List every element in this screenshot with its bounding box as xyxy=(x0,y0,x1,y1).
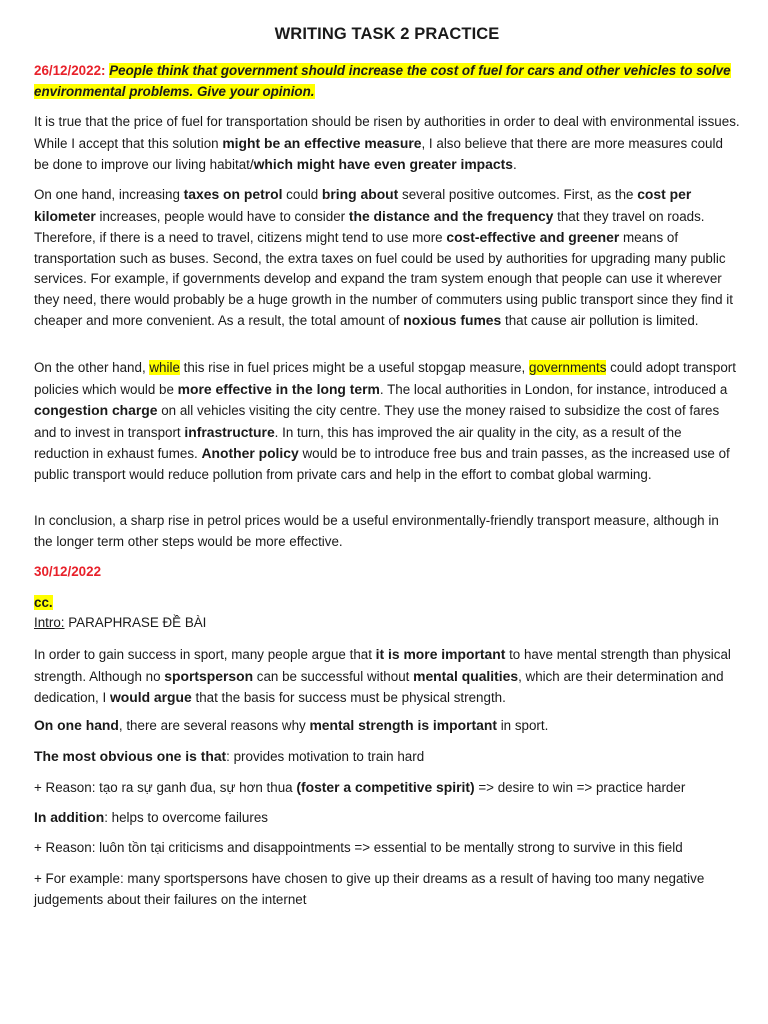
text-run: : helps to overcome failures xyxy=(104,810,268,825)
text-run: means of transportation such as buses. Second, the extra taxes on fuel could be used by authorities for upgrading many public services. For example, if governments develop and expand the tram system enough that people can use it wherever they need, there would probably be a huge growth in the number of commuters using public transport since they find it cheaper and more convenient. As a result, the total amount of xyxy=(34,230,733,328)
text-run: : provides motivation to train hard xyxy=(226,749,425,764)
text-run: that cause air pollution is limited. xyxy=(501,313,699,328)
bold-phrase: (foster a competitive spirit) xyxy=(296,779,475,795)
text-run: . In turn, this has improved the air quality in the city, as a result of the reduction in exhaust fumes. xyxy=(34,424,682,461)
task1-conclusion-paragraph: In conclusion, a sharp rise in petrol prices would be a useful environmentally-friendly transport measure, although in the longer term other steps would be more effective. xyxy=(34,513,719,549)
outline-line-2 xyxy=(34,746,740,768)
text-run: increases, people would have to consider xyxy=(95,208,349,224)
text-run: in sport. xyxy=(496,718,549,733)
task2-date: 30/12/2022 xyxy=(34,564,102,579)
bold-phrase: infrastructure xyxy=(184,423,275,440)
text-run: would be to introduce free bus and train passes, as the increased use of public transport would reduce pollution from private cars and help in the effort to combat global warming. xyxy=(34,446,730,482)
outline-line-4 xyxy=(34,807,740,829)
intro-label: Intro: xyxy=(34,615,65,630)
cc-highlight: cc. xyxy=(34,595,53,610)
text-run: In order to gain success in sport, many people argue that xyxy=(34,647,376,662)
text-run: this rise in fuel prices might be a useful stopgap measure, xyxy=(179,360,529,375)
bold-phrase: more effective in the long term xyxy=(177,380,380,397)
intro-text: PARAPHRASE ĐỀ BÀI xyxy=(64,615,207,630)
text-run: => desire to win => practice harder xyxy=(474,780,686,795)
bold-phrase: On one hand xyxy=(34,717,119,733)
intro-heading xyxy=(34,613,740,634)
task1-date: 26/12/2022: xyxy=(34,63,106,78)
outline-line-1 xyxy=(34,715,740,737)
text-run: . The local authorities in London, for instance, introduced a xyxy=(379,381,728,397)
text-run: could xyxy=(282,187,322,202)
text-run: on all vehicles visiting the city centre. They use the money raised to subsidize the cost of fares and to invest in transport xyxy=(34,403,720,440)
task1-body-paragraph-1 xyxy=(34,184,740,332)
task1-prompt: People think that government should increase the cost of fuel for cars and other vehicles to solve environmental problems. Give your opinion. xyxy=(34,63,731,99)
text-run: On one hand, increasing xyxy=(34,187,184,202)
outline-line-6: + For example: many sportspersons have chosen to give up their dreams as a result of having too many negative judgements about their failures on the internet xyxy=(34,871,705,907)
task1-intro-paragraph xyxy=(34,112,740,176)
bold-phrase: noxious fumes xyxy=(403,312,502,328)
bold-phrase: would argue xyxy=(109,689,192,705)
bold-phrase: sportsperson xyxy=(164,667,254,684)
outline-line-5: + Reason: luôn tồn tại criticisms and disappointments => essential to be mentally strong to survive in this field xyxy=(34,840,683,855)
bold-phrase: The most obvious one is that xyxy=(34,748,227,764)
bold-phrase: mental qualities xyxy=(413,667,519,684)
task2-intro-paragraph xyxy=(34,644,740,709)
highlighted-word: while xyxy=(149,360,180,375)
bold-phrase: congestion charge xyxy=(34,402,158,418)
bold-phrase: cost-effective and greener xyxy=(446,229,620,245)
text-run: that the basis for success must be physical strength. xyxy=(191,690,506,705)
bold-phrase: Another policy xyxy=(201,445,299,461)
bold-phrase: taxes on petrol xyxy=(183,186,283,202)
text-run: On the other hand, xyxy=(34,360,150,375)
text-run: , which are their determination and dedication, I xyxy=(34,668,724,705)
bold-phrase: which might have even greater impacts xyxy=(253,156,513,172)
text-run: , there are several reasons why xyxy=(118,718,310,733)
cc-label xyxy=(34,593,740,614)
text-run: that they travel on roads. Therefore, if there is a need to travel, citizens might tend to use more xyxy=(34,208,705,245)
bold-phrase: it is more important xyxy=(375,646,506,662)
text-run: can be successful without xyxy=(253,668,414,684)
text-run: It is true that the price of fuel for transportation should be risen by authorities in order to deal with environmental issues. While I accept that this solution xyxy=(34,114,740,151)
text-run: . xyxy=(512,157,517,172)
bold-phrase: the distance and the frequency xyxy=(348,207,554,224)
bold-phrase: might be an effective measure xyxy=(222,134,422,151)
highlighted-word: governments xyxy=(529,360,607,375)
task1-question xyxy=(34,61,740,102)
bold-phrase: bring about xyxy=(321,186,399,202)
text-run: to have mental strength than physical strength. Although no xyxy=(34,647,731,684)
task1-body-paragraph-2 xyxy=(34,358,740,485)
text-run: could adopt transport policies which would be xyxy=(34,360,736,397)
text-run: several positive outcomes. First, as the xyxy=(398,187,638,202)
text-run: + Reason: tạo ra sự ganh đua, sự hơn thua xyxy=(34,780,297,795)
bold-phrase: cost per kilometer xyxy=(34,186,692,224)
bold-phrase: mental strength is important xyxy=(309,717,497,733)
bold-phrase: In addition xyxy=(34,809,105,825)
text-run: , I also believe that there are more measures could be done to improve our living habitat/ xyxy=(34,135,723,172)
outline-line-3 xyxy=(34,777,740,799)
page-title: WRITING TASK 2 PRACTICE xyxy=(274,25,500,43)
